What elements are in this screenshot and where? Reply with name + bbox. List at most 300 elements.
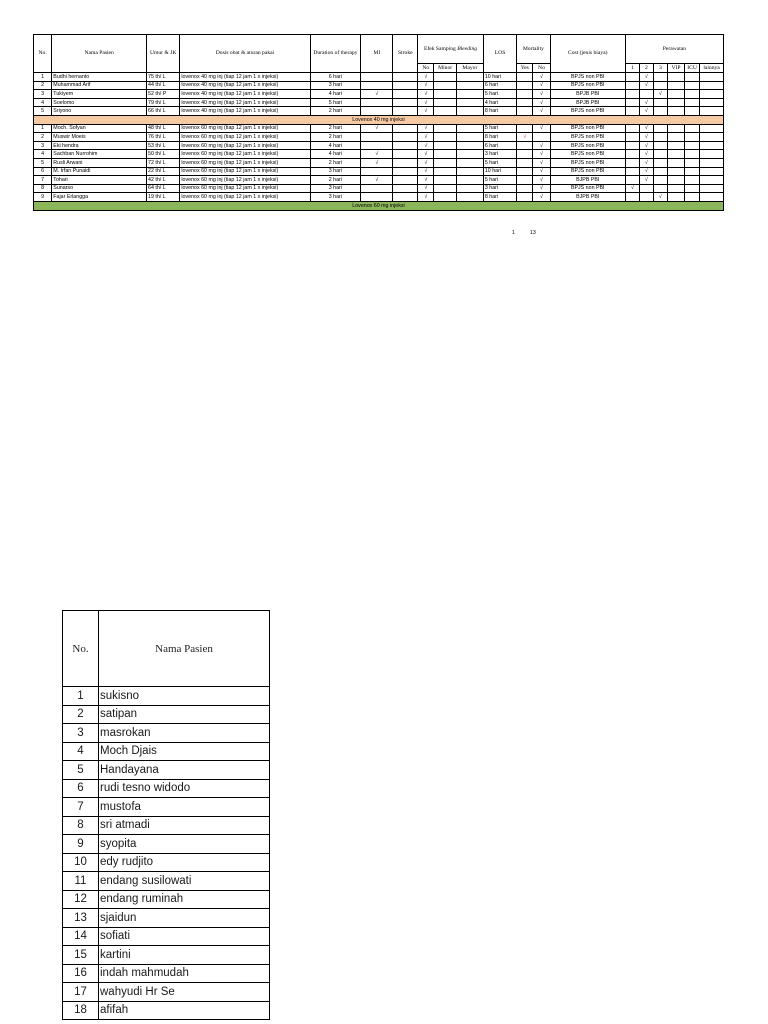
- cell-nama: Rusli Arwani: [52, 158, 147, 167]
- cell-minor: [434, 141, 457, 150]
- cell-p3: [653, 81, 667, 90]
- cell-cost: BPJS non PBI: [550, 107, 625, 116]
- cell-durasi: 2 hari: [310, 107, 361, 116]
- cell-nama: Budhi hernanto: [52, 73, 147, 82]
- header-duration: Duration of therapy: [310, 35, 361, 73]
- sub-cell-no: 18: [63, 1001, 99, 1020]
- sub-cell-nama: satipan: [99, 705, 270, 724]
- cell-mayor: [456, 107, 483, 116]
- cell-minor: [434, 176, 457, 185]
- table-body: [34, 73, 724, 211]
- cell-los: 3 hari: [483, 150, 516, 159]
- mortality-totals: [512, 230, 536, 236]
- cell-vip: [667, 90, 684, 99]
- cell-umur: 66 th/ L: [147, 107, 180, 116]
- cell-vip: [667, 150, 684, 159]
- cell-nama: Sriyono: [52, 107, 147, 116]
- cell-lain: [700, 124, 724, 133]
- cell-stroke: [393, 193, 418, 202]
- cell-efek-no: √: [418, 167, 434, 176]
- subheader-vip: VIP: [667, 64, 684, 73]
- list-item: [63, 853, 270, 872]
- cell-los: 8 hari: [483, 133, 516, 142]
- cell-minor: [434, 193, 457, 202]
- table-row: [34, 141, 724, 150]
- cell-p2: √: [639, 133, 653, 142]
- list-item: [63, 705, 270, 724]
- cell-p3: √: [653, 90, 667, 99]
- sub-cell-no: 5: [63, 761, 99, 780]
- cell-no: 5: [34, 107, 52, 116]
- header-efek-samping: [418, 35, 484, 64]
- cell-icu: [685, 150, 700, 159]
- cell-cost: BPJS non PBI: [550, 184, 625, 193]
- cell-p2: √: [639, 124, 653, 133]
- cell-p1: [625, 141, 639, 150]
- cell-no: 4: [34, 98, 52, 107]
- list-item: [63, 742, 270, 761]
- cell-vip: [667, 81, 684, 90]
- patient-data-table: [33, 34, 724, 211]
- table-row: [34, 107, 724, 116]
- subheader-icu: ICU: [685, 64, 700, 73]
- cell-vip: [667, 158, 684, 167]
- cell-umur: 42 th/ L: [147, 176, 180, 185]
- sub-cell-nama: endang susilowati: [99, 872, 270, 891]
- cell-stroke: [393, 184, 418, 193]
- cell-nama: Muswir Moeis: [52, 133, 147, 142]
- cell-cost: BPJS non PBI: [550, 158, 625, 167]
- cell-nama: M. Irfan Punaidi: [52, 167, 147, 176]
- cell-stroke: [393, 107, 418, 116]
- cell-no: 3: [34, 90, 52, 99]
- cell-p1: [625, 90, 639, 99]
- cell-los: 6 hari: [483, 141, 516, 150]
- cell-lain: [700, 150, 724, 159]
- cell-durasi: 2 hari: [310, 124, 361, 133]
- cell-no: 6: [34, 167, 52, 176]
- table-row: [34, 81, 724, 90]
- cell-no: 8: [34, 184, 52, 193]
- cell-durasi: 4 hari: [310, 90, 361, 99]
- cell-minor: [434, 150, 457, 159]
- cell-p2: √: [639, 176, 653, 185]
- cell-vip: [667, 73, 684, 82]
- list-item: [63, 872, 270, 891]
- sub-header-nama: Nama Pasien: [99, 611, 270, 687]
- list-item: [63, 816, 270, 835]
- cell-mort-yes: [517, 141, 533, 150]
- cell-mort-no: √: [533, 90, 550, 99]
- header-umur-jk: Umur & JK: [147, 35, 180, 73]
- cell-no: 4: [34, 150, 52, 159]
- table-header: [34, 35, 724, 73]
- cell-mort-yes: [517, 107, 533, 116]
- cell-los: 10 hari: [483, 73, 516, 82]
- cell-cost: BPJS non PBI: [550, 141, 625, 150]
- cell-mort-yes: [517, 184, 533, 193]
- cell-p2: [639, 184, 653, 193]
- cell-durasi: 2 hari: [310, 176, 361, 185]
- cell-mort-no: √: [533, 73, 550, 82]
- cell-vip: [667, 124, 684, 133]
- cell-umur: 19 th/ L: [147, 193, 180, 202]
- cell-mi: [361, 98, 393, 107]
- subheader-class-2: 2: [639, 64, 653, 73]
- cell-mort-no: √: [533, 176, 550, 185]
- sub-cell-nama: sri atmadi: [99, 816, 270, 835]
- group-divider-label: Lovenox 60 mg injeksi: [34, 201, 724, 210]
- cell-durasi: 4 hari: [310, 150, 361, 159]
- cell-icu: [685, 81, 700, 90]
- cell-icu: [685, 90, 700, 99]
- cell-lain: [700, 90, 724, 99]
- cell-durasi: 2 hari: [310, 158, 361, 167]
- cell-mort-yes: [517, 158, 533, 167]
- cell-no: 1: [34, 73, 52, 82]
- header-mi: MI: [361, 35, 393, 73]
- cell-p2: √: [639, 98, 653, 107]
- sub-cell-no: 3: [63, 724, 99, 743]
- cell-mayor: [456, 81, 483, 90]
- cell-los: 3 hari: [483, 184, 516, 193]
- cell-umur: 52 th/ P: [147, 90, 180, 99]
- cell-vip: [667, 176, 684, 185]
- cell-p3: [653, 98, 667, 107]
- cell-stroke: [393, 90, 418, 99]
- sub-cell-no: 7: [63, 798, 99, 817]
- cell-mort-yes: [517, 81, 533, 90]
- cell-efek-no: √: [418, 133, 434, 142]
- cell-p2: √: [639, 107, 653, 116]
- table-row: [34, 167, 724, 176]
- cell-cost: BJPB PBI: [550, 176, 625, 185]
- cell-mayor: [456, 124, 483, 133]
- group-divider-label: Lovenox 40 mg injeksi: [34, 115, 724, 124]
- list-item: [63, 835, 270, 854]
- group-divider-row: [34, 115, 724, 124]
- cell-minor: [434, 124, 457, 133]
- cell-los: 6 hari: [483, 81, 516, 90]
- sub-cell-nama: endang ruminah: [99, 890, 270, 909]
- cell-efek-no: √: [418, 193, 434, 202]
- cell-mayor: [456, 184, 483, 193]
- cell-p3: [653, 141, 667, 150]
- sub-cell-no: 17: [63, 983, 99, 1002]
- cell-umur: 22 th/ L: [147, 167, 180, 176]
- cell-los: 5 hari: [483, 176, 516, 185]
- cell-p1: [625, 81, 639, 90]
- subheader-lainnya: lainnya: [700, 64, 724, 73]
- cell-vip: [667, 98, 684, 107]
- table-row: [34, 193, 724, 202]
- cell-efek-no: √: [418, 141, 434, 150]
- cell-mi: √: [361, 158, 393, 167]
- cell-icu: [685, 98, 700, 107]
- cell-dosis: lovenox 60 mg inj (tiap 12 jam 1 x injeksi): [180, 158, 310, 167]
- cell-nama: Tukiyem: [52, 90, 147, 99]
- cell-stroke: [393, 133, 418, 142]
- cell-mayor: [456, 98, 483, 107]
- header-bleeding-label: Bleeding: [457, 45, 478, 52]
- cell-umur: 48 th/ L: [147, 124, 180, 133]
- sub-table-body: [63, 687, 270, 1020]
- cell-minor: [434, 167, 457, 176]
- cell-stroke: [393, 73, 418, 82]
- cell-mort-no: √: [533, 124, 550, 133]
- cell-icu: [685, 167, 700, 176]
- cell-stroke: [393, 150, 418, 159]
- table-row: [34, 73, 724, 82]
- cell-mi: √: [361, 124, 393, 133]
- cell-stroke: [393, 158, 418, 167]
- sub-cell-nama: wahyudi Hr Se: [99, 983, 270, 1002]
- list-item: [63, 761, 270, 780]
- cell-efek-no: √: [418, 90, 434, 99]
- sub-cell-nama: rudi tesno widodo: [99, 779, 270, 798]
- cell-durasi: 2 hari: [310, 133, 361, 142]
- cell-icu: [685, 107, 700, 116]
- table-row: [34, 176, 724, 185]
- cell-mayor: [456, 90, 483, 99]
- sub-cell-nama: sukisno: [99, 687, 270, 706]
- list-item: [63, 983, 270, 1002]
- cell-p1: [625, 176, 639, 185]
- cell-mort-yes: √: [517, 133, 533, 142]
- cell-minor: [434, 107, 457, 116]
- cell-p2: [639, 90, 653, 99]
- cell-p3: [653, 158, 667, 167]
- cell-durasi: 4 hari: [310, 141, 361, 150]
- sub-cell-nama: edy rudjito: [99, 853, 270, 872]
- cell-cost: BPJB PBI: [550, 98, 625, 107]
- list-item: [63, 909, 270, 928]
- cell-mort-no: √: [533, 150, 550, 159]
- cell-los: 8 hari: [483, 107, 516, 116]
- sub-cell-nama: afifah: [99, 1001, 270, 1020]
- sub-cell-no: 13: [63, 909, 99, 928]
- cell-nama: Moch. Sofyan: [52, 124, 147, 133]
- subheader-class-3: 3: [653, 64, 667, 73]
- cell-mi: [361, 133, 393, 142]
- cell-nama: Eki hendra: [52, 141, 147, 150]
- sub-cell-nama: syopita: [99, 835, 270, 854]
- cell-mi: [361, 167, 393, 176]
- cell-mi: [361, 141, 393, 150]
- cell-efek-no: √: [418, 150, 434, 159]
- sub-header-no: No.: [63, 611, 99, 687]
- cell-lain: [700, 133, 724, 142]
- sub-cell-nama: indah mahmudah: [99, 964, 270, 983]
- header-cost: Cost (jenis biaya): [550, 35, 625, 73]
- cell-p2: √: [639, 150, 653, 159]
- table-row: [34, 184, 724, 193]
- cell-icu: [685, 176, 700, 185]
- list-item: [63, 927, 270, 946]
- header-mortality: Mortality: [517, 35, 550, 64]
- cell-p1: [625, 193, 639, 202]
- sub-cell-no: 16: [63, 964, 99, 983]
- cell-cost: BPJS non PBI: [550, 124, 625, 133]
- cell-los: 8 hari: [483, 193, 516, 202]
- cell-minor: [434, 98, 457, 107]
- cell-minor: [434, 81, 457, 90]
- cell-p2: √: [639, 81, 653, 90]
- cell-vip: [667, 107, 684, 116]
- cell-efek-no: √: [418, 176, 434, 185]
- list-item: [63, 798, 270, 817]
- cell-umur: 76 th/ L: [147, 133, 180, 142]
- cell-p1: [625, 124, 639, 133]
- cell-dosis: lovenox 40 mg inj (tiap 12 jam 1 x injeksi): [180, 107, 310, 116]
- cell-lain: [700, 81, 724, 90]
- cell-cost: BJPB PBI: [550, 193, 625, 202]
- list-item: [63, 779, 270, 798]
- cell-icu: [685, 124, 700, 133]
- sub-cell-no: 1: [63, 687, 99, 706]
- cell-mi: √: [361, 150, 393, 159]
- cell-lain: [700, 107, 724, 116]
- cell-stroke: [393, 141, 418, 150]
- cell-p2: [639, 193, 653, 202]
- sub-cell-no: 11: [63, 872, 99, 891]
- cell-mort-yes: [517, 124, 533, 133]
- cell-umur: 44 th/ L: [147, 81, 180, 90]
- sub-cell-no: 12: [63, 890, 99, 909]
- cell-p1: [625, 98, 639, 107]
- cell-lain: [700, 158, 724, 167]
- cell-los: 5 hari: [483, 124, 516, 133]
- cell-durasi: 5 hari: [310, 98, 361, 107]
- sub-cell-nama: Moch Djais: [99, 742, 270, 761]
- sub-cell-nama: sjaidun: [99, 909, 270, 928]
- cell-vip: [667, 133, 684, 142]
- cell-nama: Soelomo: [52, 98, 147, 107]
- cell-dosis: lovenox 60 mg inj (tiap 12 jam 1 x injeksi): [180, 150, 310, 159]
- subheader-minor: Minor: [434, 64, 457, 73]
- cell-mort-no: √: [533, 167, 550, 176]
- cell-p1: [625, 158, 639, 167]
- cell-icu: [685, 133, 700, 142]
- cell-vip: [667, 167, 684, 176]
- cell-efek-no: √: [418, 107, 434, 116]
- cell-durasi: 3 hari: [310, 81, 361, 90]
- cell-cost: BPJS non PBI: [550, 167, 625, 176]
- cell-mi: √: [361, 90, 393, 99]
- sub-cell-no: 14: [63, 927, 99, 946]
- cell-nama: Muhammad Arif: [52, 81, 147, 90]
- header-nama-pasien: Nama Pasien: [52, 35, 147, 73]
- cell-umur: 53 th/ L: [147, 141, 180, 150]
- cell-nama: Fajar Erlangga: [52, 193, 147, 202]
- subheader-mayor: Mayor: [456, 64, 483, 73]
- cell-mi: [361, 107, 393, 116]
- cell-cost: BPJB PBI: [550, 90, 625, 99]
- header-los: LOS: [483, 35, 516, 73]
- cell-mort-no: √: [533, 81, 550, 90]
- cell-mort-yes: [517, 90, 533, 99]
- cell-no: 3: [34, 141, 52, 150]
- cell-p2: √: [639, 141, 653, 150]
- list-item: [63, 724, 270, 743]
- cell-mayor: [456, 193, 483, 202]
- cell-dosis: lovenox 60 mg inj (tiap 12 jam 1 x injeksi): [180, 124, 310, 133]
- cell-mort-yes: [517, 73, 533, 82]
- cell-mayor: [456, 150, 483, 159]
- cell-mi: [361, 193, 393, 202]
- sub-cell-no: 4: [63, 742, 99, 761]
- cell-mort-yes: [517, 98, 533, 107]
- table-row: [34, 133, 724, 142]
- cell-mort-no: √: [533, 98, 550, 107]
- cell-mayor: [456, 167, 483, 176]
- list-item: [63, 687, 270, 706]
- cell-efek-no: √: [418, 124, 434, 133]
- cell-umur: 75 th/ L: [147, 73, 180, 82]
- cell-dosis: lovenox 40 mg inj (tiap 12 jam 1 x injeksi): [180, 73, 310, 82]
- cell-nama: Sachban Nurrohim: [52, 150, 147, 159]
- cell-mort-no: [533, 133, 550, 142]
- table-row: [34, 90, 724, 99]
- cell-p2: √: [639, 73, 653, 82]
- header-dosis: Dosis obat & aturan pakai: [180, 35, 310, 73]
- table-row: [34, 98, 724, 107]
- cell-mayor: [456, 176, 483, 185]
- subheader-mort-no: No: [533, 64, 550, 73]
- cell-minor: [434, 73, 457, 82]
- cell-p3: [653, 133, 667, 142]
- header-perawatan: Perawatan: [625, 35, 723, 64]
- cell-p1: [625, 150, 639, 159]
- cell-umur: 79 th/ L: [147, 98, 180, 107]
- mortality-yes-total: 1: [512, 230, 515, 236]
- cell-stroke: [393, 98, 418, 107]
- cell-efek-no: √: [418, 98, 434, 107]
- cell-mayor: [456, 141, 483, 150]
- cell-efek-no: √: [418, 73, 434, 82]
- cell-p3: √: [653, 193, 667, 202]
- cell-los: 4 hari: [483, 98, 516, 107]
- cell-mort-no: √: [533, 141, 550, 150]
- cell-p3: [653, 176, 667, 185]
- sub-cell-no: 15: [63, 946, 99, 965]
- cell-p2: √: [639, 158, 653, 167]
- cell-minor: [434, 133, 457, 142]
- cell-no: 2: [34, 81, 52, 90]
- cell-p1: [625, 133, 639, 142]
- cell-vip: [667, 184, 684, 193]
- sub-cell-no: 9: [63, 835, 99, 854]
- group-divider-row: [34, 201, 724, 210]
- cell-dosis: lovenox 60 mg inj (tiap 12 jam 1 x injeksi): [180, 184, 310, 193]
- cell-no: 1: [34, 124, 52, 133]
- cell-mort-yes: [517, 150, 533, 159]
- cell-no: 7: [34, 176, 52, 185]
- cell-mort-yes: [517, 176, 533, 185]
- table-row: [34, 158, 724, 167]
- cell-mayor: [456, 73, 483, 82]
- cell-durasi: 3 hari: [310, 184, 361, 193]
- cell-icu: [685, 73, 700, 82]
- cell-umur: 64 th/ L: [147, 184, 180, 193]
- subheader-class-1: 1: [625, 64, 639, 73]
- table-row: [34, 150, 724, 159]
- cell-vip: [667, 141, 684, 150]
- cell-durasi: 3 hari: [310, 193, 361, 202]
- list-item: [63, 890, 270, 909]
- cell-efek-no: √: [418, 158, 434, 167]
- cell-stroke: [393, 167, 418, 176]
